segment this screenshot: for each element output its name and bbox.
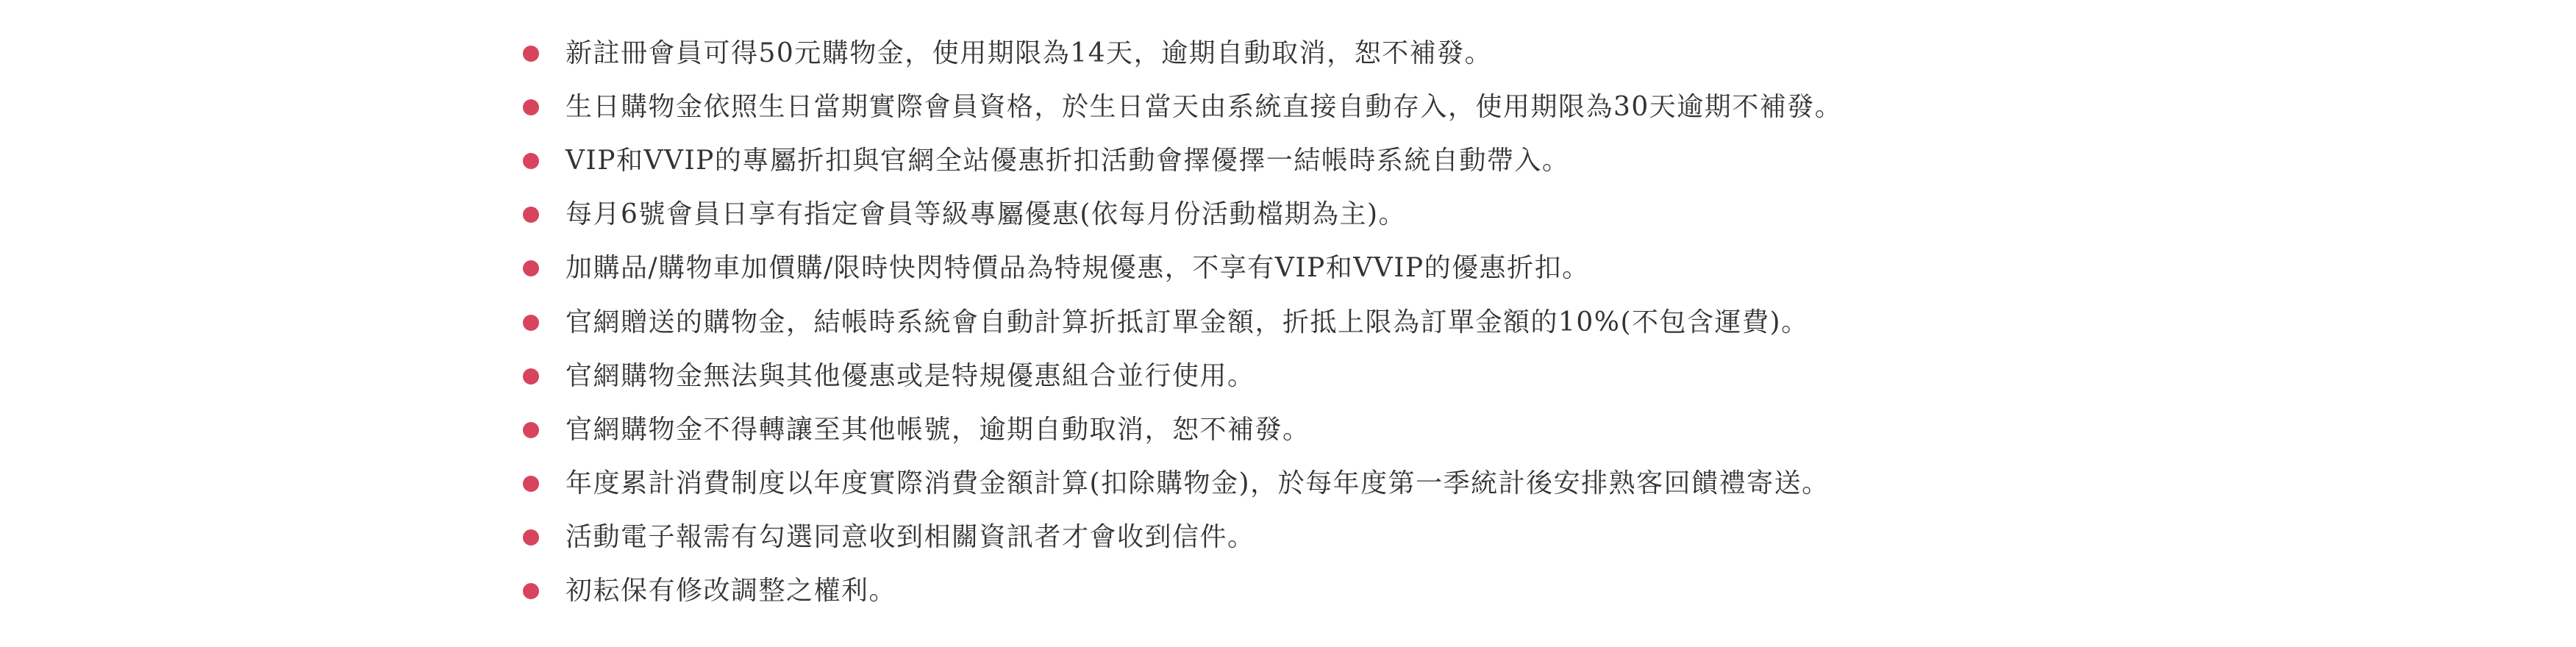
rule-item xyxy=(523,242,1842,296)
rule-text: 新註冊會員可得50元購物金，使用期限為14天，逾期自動取消，恕不補發。 xyxy=(565,37,1493,68)
bullet-dot-icon xyxy=(523,260,539,276)
rule-text: 生日購物金依照生日當期實際會員資格，於生日當天由系統直接自動存入，使用期限為30天逾期不補發。 xyxy=(565,91,1843,122)
rule-text: 活動電子報需有勾選同意收到相關資訊者才會收到信件。 xyxy=(565,522,1255,553)
rule-text: 年度累計消費制度以年度實際消費金額計算(扣除購物金)，於每年度第一季統計後安排熟客回饋禮寄送。 xyxy=(565,468,1830,499)
rule-text: 官網購物金不得轉讓至其他帳號，逾期自動取消，恕不補發。 xyxy=(565,414,1310,445)
rule-item xyxy=(523,296,1842,349)
bullet-dot-icon xyxy=(523,476,539,492)
bullet-dot-icon xyxy=(523,46,539,62)
rule-text: VIP和VVIP的專屬折扣與官網全站優惠折扣活動會擇優擇一結帳時系統自動帶入。 xyxy=(565,145,1570,176)
rule-item xyxy=(523,403,1842,457)
bullet-dot-icon xyxy=(523,207,539,223)
rule-text: 官網購物金無法與其他優惠或是特規優惠組合並行使用。 xyxy=(565,360,1255,391)
rule-item xyxy=(523,26,1842,80)
bullet-dot-icon xyxy=(523,422,539,438)
rules-list xyxy=(523,26,1842,618)
bullet-dot-icon xyxy=(523,99,539,115)
rule-item xyxy=(523,188,1842,242)
rule-item xyxy=(523,349,1842,403)
rule-text: 加購品/購物車加價購/限時快閃特價品為特規優惠，不享有VIP和VVIP的優惠折扣。 xyxy=(565,253,1590,284)
rule-item xyxy=(523,134,1842,187)
bullet-dot-icon xyxy=(523,315,539,331)
rule-item xyxy=(523,565,1842,618)
bullet-dot-icon xyxy=(523,529,539,546)
bullet-dot-icon xyxy=(523,153,539,169)
rule-text: 每月6號會員日享有指定會員等級專屬優惠(依每月份活動檔期為主)。 xyxy=(565,199,1406,230)
rule-text: 官網贈送的購物金，結帳時系統會自動計算折抵訂單金額，折抵上限為訂單金額的10%(不包含運費)。 xyxy=(565,307,1809,337)
bullet-dot-icon xyxy=(523,583,539,599)
rule-text: 初耘保有修改調整之權利。 xyxy=(565,576,897,607)
rule-item xyxy=(523,457,1842,511)
rule-item xyxy=(523,511,1842,565)
rule-item xyxy=(523,80,1842,134)
bullet-dot-icon xyxy=(523,368,539,385)
